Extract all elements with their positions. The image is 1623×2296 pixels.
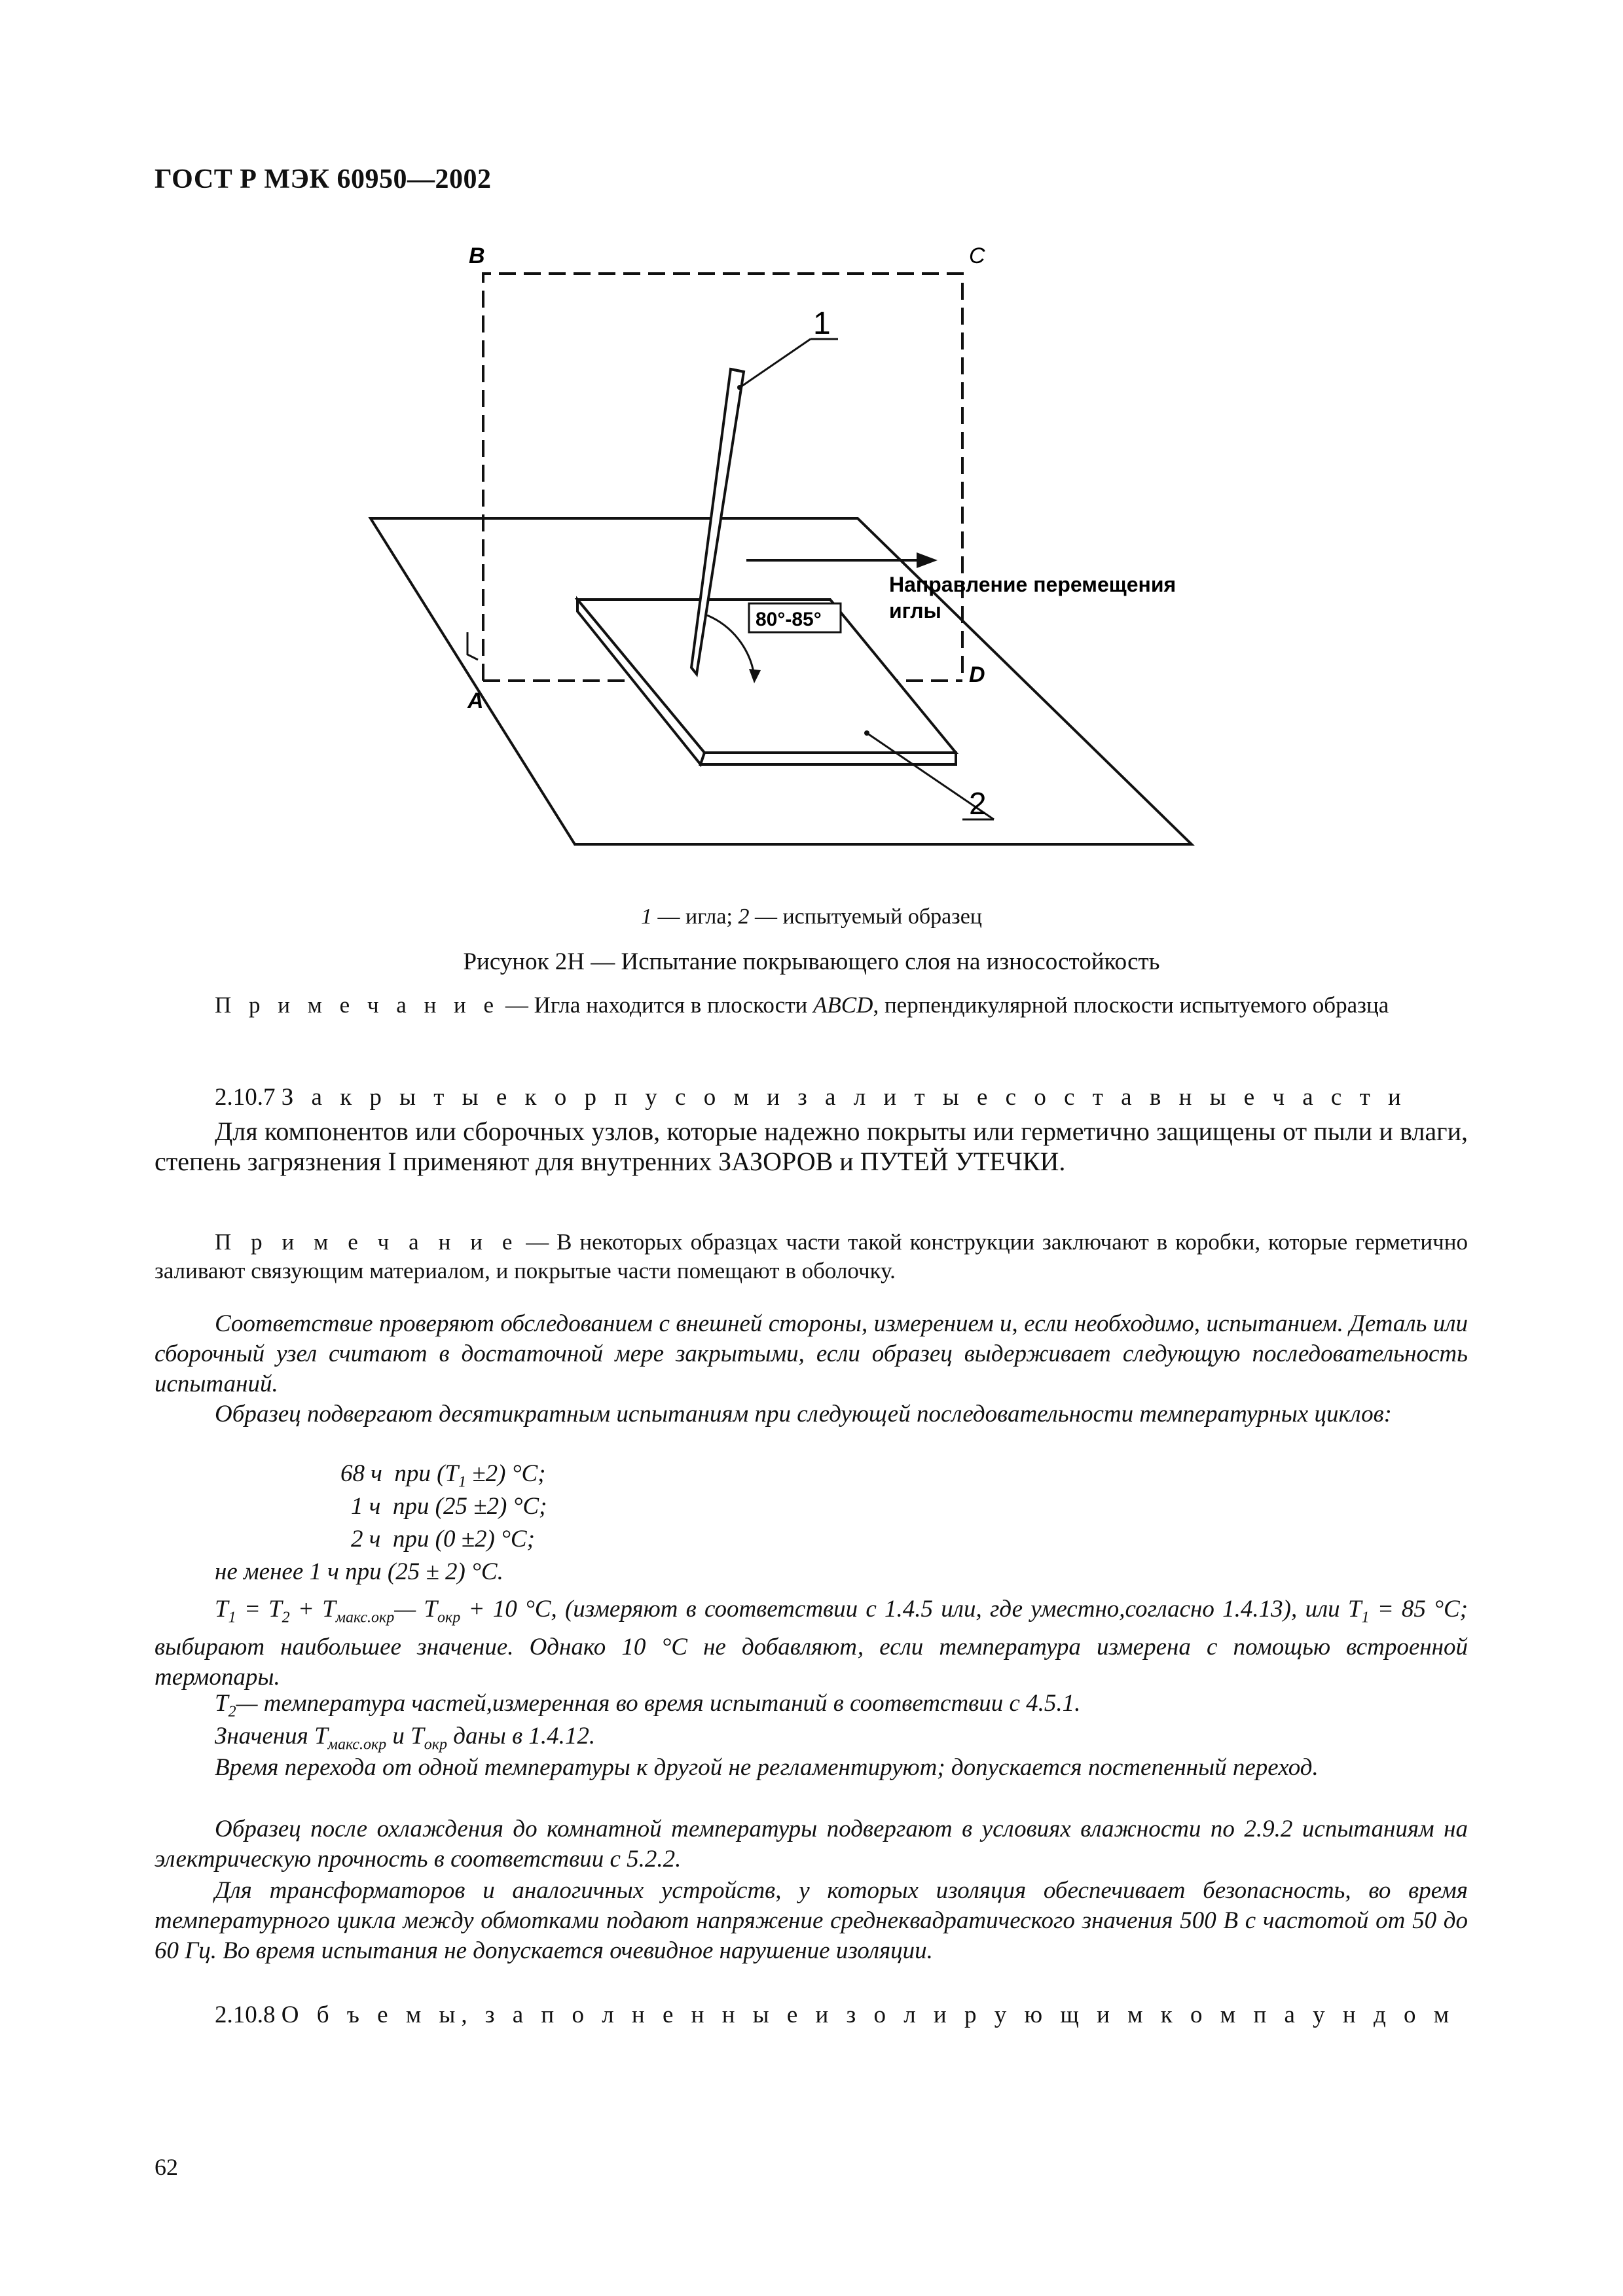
paragraph-humidity: Образец после охлаждения до комнатной температуры подвергают в условиях влажности по 2.9.2 испытаниям на электрическую прочность в соответствии с 5.2.2. (155, 1816, 1468, 1873)
label-1: 1 (813, 306, 831, 341)
section-heading-2-10-7 (155, 1083, 1468, 1113)
figure-caption: Рисунок 2Н — Испытание покрывающего слоя на износостойкость (463, 948, 1160, 975)
formula-rest-1: + 10 °C, (измеряют в соответствии с 1.4.5 или, где уместно,согласно (460, 1596, 1214, 1623)
note-prefix: П р и м е ч а н и е (215, 992, 500, 1018)
values-b: и T (386, 1723, 424, 1749)
label-2: 2 (969, 787, 987, 821)
values-c: даны в 1.4.12. (447, 1723, 596, 1749)
specimen-front (701, 753, 956, 764)
formula-plus: + T (289, 1596, 336, 1623)
formula-t1-sub: 1 (228, 1609, 236, 1626)
formula-env-sub: окр (437, 1609, 461, 1626)
section-title: З а к р ы т ы е к о р п у с о м и з а л и т ы е с о с т а в н ы е ч а с т и (281, 1084, 1407, 1111)
legend-num-2: 2 (738, 905, 750, 929)
label-a: A (467, 689, 484, 713)
cycle-cond: при (25 ±2) °C; (392, 1493, 547, 1520)
direction-label-1: Направление перемещения (889, 573, 1176, 596)
t2-sub: 2 (228, 1703, 236, 1721)
paragraph-transformers: Для трансформаторов и аналогичных устройств, у которых изоляция обеспечивает безопасность, во время температурного цикла между обмотками подают напряжение среднеквадратического значения 500 В с частотой от 50 до 60 Гц. Во время испытания не допускается очевидное нарушение изоляции. (155, 1877, 1468, 1964)
cycle-rest: ±2) °C; (466, 1460, 546, 1487)
values-a: Значения T (215, 1723, 328, 1749)
figure-note (155, 991, 1468, 1020)
paragraph-transition: Время перехода от одной температуры к другой не регламентируют; допускается постепенный переход. (215, 1754, 1319, 1781)
figure-diagram (340, 236, 1257, 890)
formula-rest-2b: = 85 °C; выбирают наибольшее значение. Однако 10 °C не добавляют, если температура (155, 1596, 1468, 1661)
figure-legend (0, 905, 1623, 929)
formula-rest-2a: 1.4.13), или T (1222, 1596, 1362, 1623)
label-d: D (969, 662, 985, 687)
values-sub-2: окр (424, 1736, 447, 1753)
formula-eq: = T (236, 1596, 282, 1623)
formula-rest-3: измерена с помощью встроенной термопары. (155, 1634, 1468, 1691)
section-body: Для компонентов или сборочных узлов, которые надежно покрыты или герметично защищены от пыли и влаги, степень загрязнения I применяют для внутренних ЗАЗОРОВ и ПУТЕЙ УТЕЧКИ. (155, 1117, 1468, 1176)
section-note-prefix: П р и м е ч а н и е (215, 1229, 519, 1255)
direction-label-2: иглы (889, 599, 941, 622)
note-text-b: , перпендикулярной плоскости испытуемого образца (873, 992, 1389, 1018)
cycle-time: 1 ч (351, 1493, 381, 1520)
formula-rest-2-sub: 1 (1361, 1609, 1370, 1626)
t2-symbol: T (215, 1690, 228, 1717)
leader-1 (740, 339, 811, 387)
formula-paragraph (155, 1594, 1468, 1693)
section-number: 2.10.7 (215, 1084, 276, 1111)
label-c: C (969, 243, 985, 268)
cycle-row (351, 1525, 535, 1553)
angle-label: 80°-85° (756, 609, 822, 630)
formula-max-sub: макс.окр (335, 1609, 395, 1626)
legend-text-2: — испытуемый образец (749, 905, 982, 929)
section-title-2: О б ъ е м ы, з а п о л н е н н ы е и з о л и р у ю щ и м к о м п а у н д о м (281, 2001, 1455, 2028)
t2-text: — температура частей,измеренная во время испытаний в соответствии с 4.5.1. (236, 1690, 1081, 1717)
cycle-sub: 1 (458, 1473, 467, 1491)
cycle-row (340, 1460, 546, 1491)
cycle-time: 2 ч (351, 1526, 381, 1552)
section-heading-2-10-8 (155, 2000, 1468, 2030)
legend-text-1: — игла; (652, 905, 739, 929)
note-abcd: ABCD (813, 992, 873, 1018)
formula-minus: — T (394, 1596, 437, 1623)
page-number: 62 (155, 2154, 178, 2180)
right-angle-mark (467, 632, 478, 660)
paragraph-compliance: Соответствие проверяют обследованием с внешней стороны, измерением и, если необходимо, испытанием. Деталь или сборочный узел считают в достаточной мере закрытыми, если образец выдерживает следующую последовательность испытаний. (155, 1310, 1468, 1397)
formula-t1: T (215, 1596, 228, 1623)
section-note-text: — В некоторых образцах части такой конструкции заключают в коробки, которые герметично заливают связующим материалом, и покрытые части помещают в оболочку. (155, 1229, 1468, 1283)
formula-t2-sub: 2 (282, 1609, 290, 1626)
document-header: ГОСТ Р МЭК 60950—2002 (155, 164, 492, 194)
values-sub-1: макс.окр (327, 1736, 387, 1753)
cycle-cond: при (0 ±2) °C; (392, 1526, 535, 1552)
cycle-time: 68 ч (340, 1460, 382, 1487)
note-text-a: — Игла находится в плоскости (500, 992, 814, 1018)
min-duration-line: не менее 1 ч при (25 ± 2) °C. (215, 1558, 503, 1585)
cycle-row (351, 1492, 547, 1520)
legend-num-1: 1 (641, 905, 653, 929)
section-number-2: 2.10.8 (215, 2001, 276, 2028)
paragraph-cycles-intro: Образец подвергают десятикратным испытаниям при следующей последовательности температурных циклов: (215, 1401, 1392, 1427)
section-note (155, 1228, 1468, 1285)
label-b: B (469, 243, 485, 268)
cycle-cond: при (T (394, 1460, 459, 1487)
